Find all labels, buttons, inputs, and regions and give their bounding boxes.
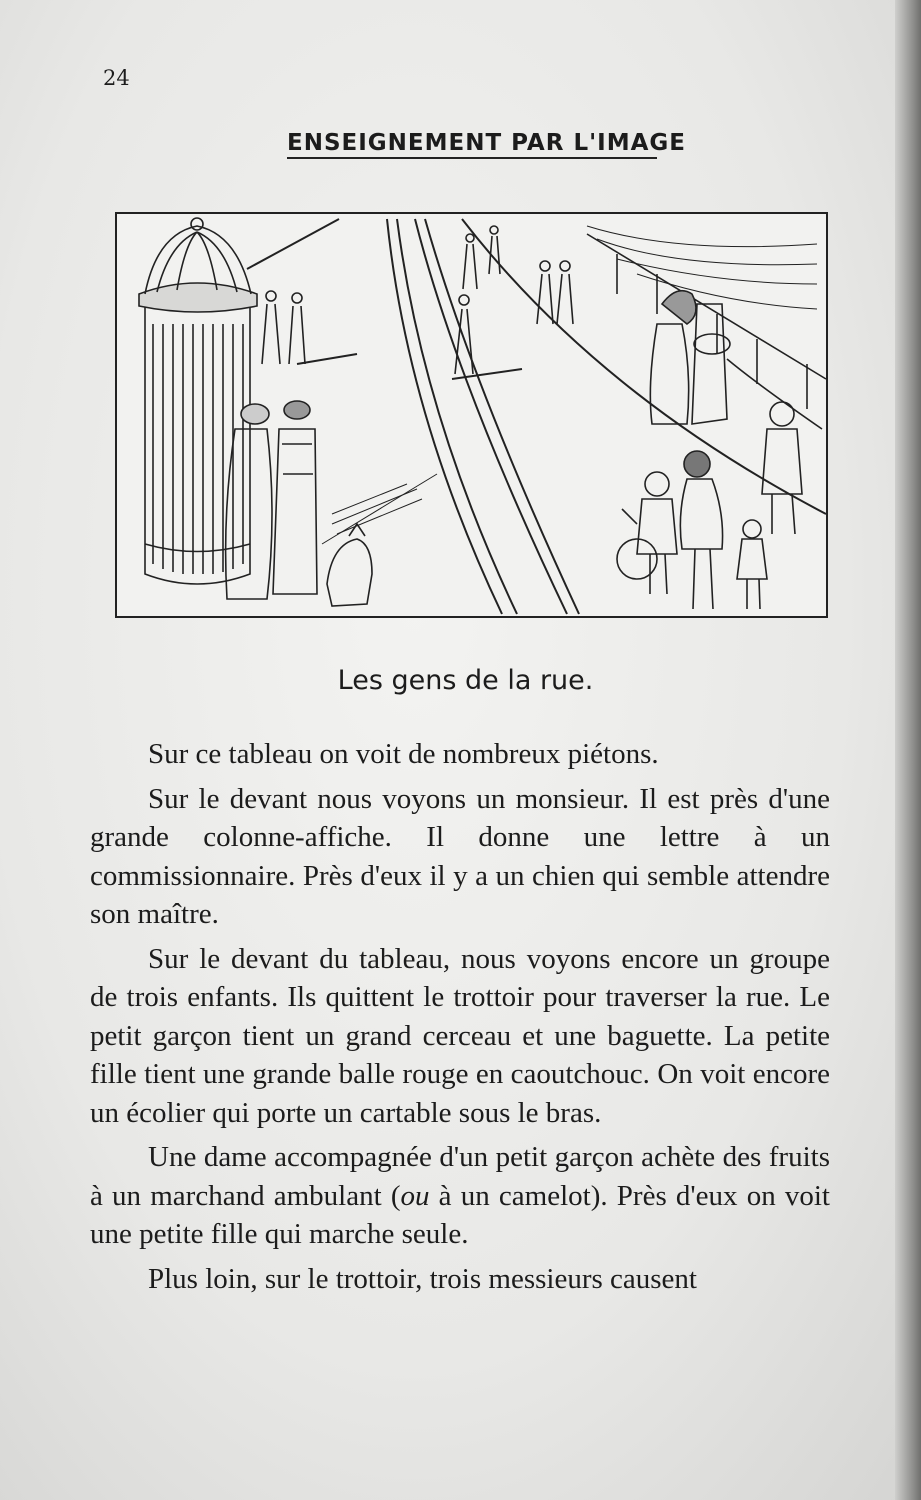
paragraph xyxy=(90,1138,830,1254)
paragraph: Sur ce tableau on voit de nombreux piétons. xyxy=(148,738,659,770)
illustration-drawing xyxy=(117,214,826,616)
italic-word: ou xyxy=(400,1179,430,1212)
paragraph: Sur le devant du tableau, nous voyons encore un groupe de trois enfants. Ils quittent le trottoir pour traverser la rue. Le petit garçon tient un grand cerceau et une baguette. La petite fille tient une grande balle rouge en caoutchouc. On voit encore un écolier qui porte un cartable sous le bras. xyxy=(90,942,830,1129)
lady-and-vendor xyxy=(650,291,730,424)
page-number: 24 xyxy=(103,66,130,90)
men-near-column xyxy=(226,401,317,599)
page-edge-shadow xyxy=(895,0,921,1500)
paragraph: Sur le devant nous voyons un monsieur. Il est près d'une grande colonne-affiche. Il donne une lettre à un commissionnaire. Près d'eux il y a un chien qui semble attendre son maître. xyxy=(90,782,830,930)
advertising-column xyxy=(139,218,257,584)
distant-pedestrians xyxy=(262,226,573,374)
section-heading: ENSEIGNEMENT PAR L'IMAGE xyxy=(287,130,657,159)
tram-rails xyxy=(387,219,826,614)
three-children xyxy=(617,451,767,609)
fence xyxy=(587,234,826,429)
body-text xyxy=(90,735,830,1304)
paragraph-text: Une dame accompagnée d'un petit garçon achète des fruits à un marchand ambulant ( xyxy=(90,1141,830,1212)
paragraph-text: à un camelot). Près d'eux on voit une petite fille qui marche seule. xyxy=(90,1179,830,1250)
street-scene-illustration xyxy=(115,212,828,618)
schoolboy xyxy=(762,402,802,534)
paragraph: Plus loin, sur le trottoir, trois messieurs causent xyxy=(148,1262,697,1295)
illustration-caption: Les gens de la rue. xyxy=(337,665,594,696)
